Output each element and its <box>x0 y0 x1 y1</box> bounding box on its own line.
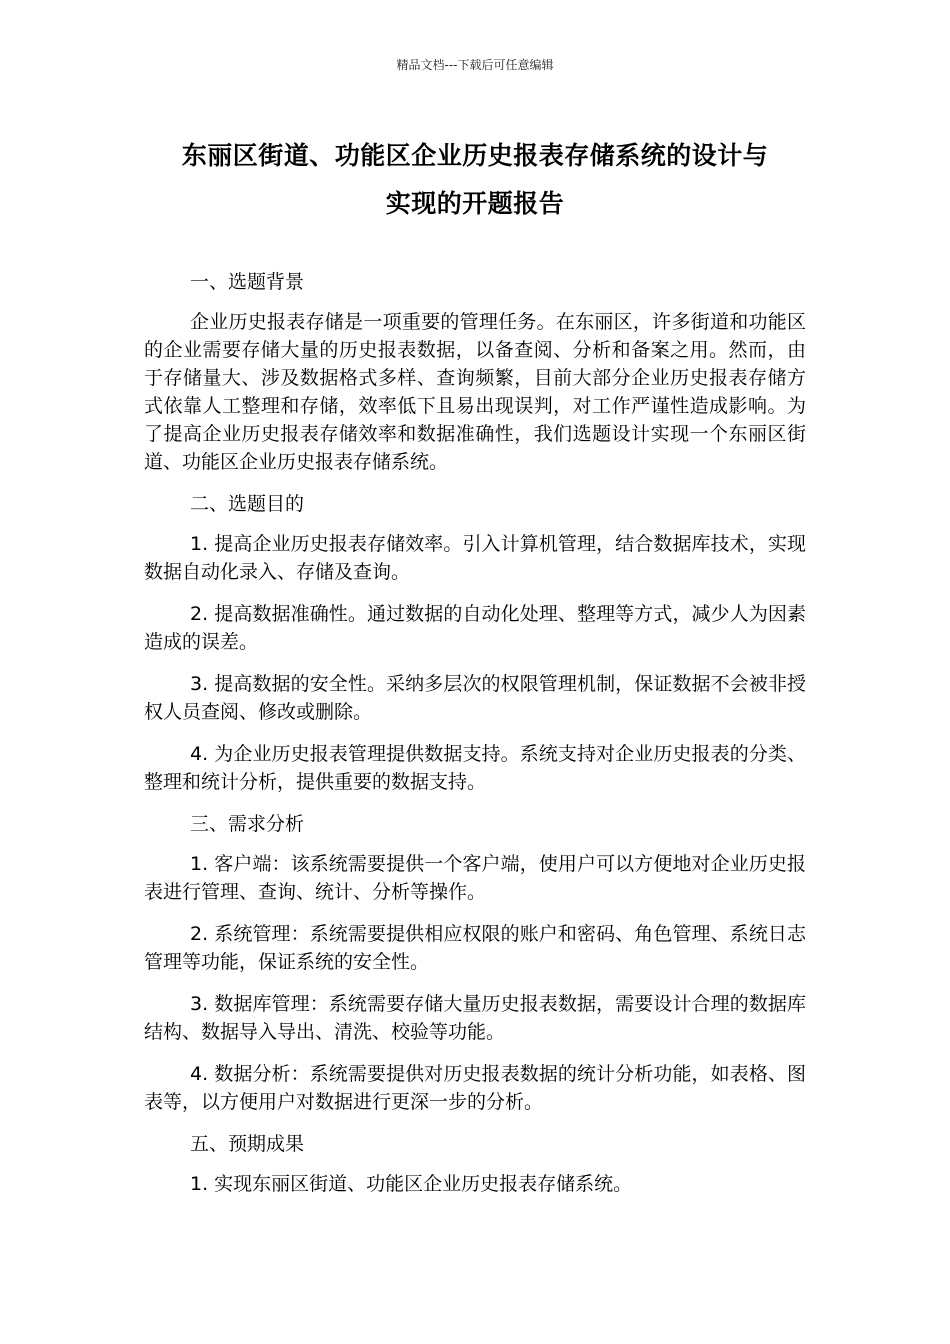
paragraph: 企业历史报表存储是一项重要的管理任务。在东丽区，许多街道和功能区的企业需要存储大量的历史报表数据，以备查阅、分析和备案之用。然而，由于存储量大、涉及数据格式多样、查询频繁，目前大部分企业历史报表存储方式依靠人工整理和存储，效率低下且易出现误判，对工作严谨性造成影响。为了提高企业历史报表存储效率和数据准确性，我们选题设计实现一个东丽区街道、功能区企业历史报表存储系统。 <box>144 311 806 473</box>
document-body <box>144 268 806 1212</box>
list-item: 1. 提高企业历史报表存储效率。引入计算机管理，结合数据库技术，实现数据自动化录入、存储及查询。 <box>144 533 806 583</box>
list-item: 3. 数据库管理：系统需要存储大量历史报表数据，需要设计合理的数据库结构、数据导入导出、清洗、校验等功能。 <box>144 993 806 1043</box>
list-item: 4. 数据分析：系统需要提供对历史报表数据的统计分析功能，如表格、图表等，以方便用户对数据进行更深一步的分析。 <box>144 1063 806 1113</box>
list-item: 2. 提高数据准确性。通过数据的自动化处理、整理等方式，减少人为因素造成的误差。 <box>144 603 806 653</box>
list-item: 4. 为企业历史报表管理提供数据支持。系统支持对企业历史报表的分类、整理和统计分析，提供重要的数据支持。 <box>144 743 806 793</box>
section-heading-purpose: 二、选题目的 <box>190 493 305 515</box>
section-heading-background: 一、选题背景 <box>190 271 305 293</box>
list-item: 1. 客户端：该系统需要提供一个客户端，使用户可以方便地对企业历史报表进行管理、查询、统计、分析等操作。 <box>144 853 806 903</box>
section-heading-expected-results: 五、预期成果 <box>190 1133 305 1155</box>
document-title <box>120 132 830 228</box>
list-item: 3. 提高数据的安全性。采纳多层次的权限管理机制，保证数据不会被非授权人员查阅、修改或删除。 <box>144 673 806 723</box>
section-heading-requirements: 三、需求分析 <box>190 813 305 835</box>
page-header: 精品文档---下载后可任意编辑 <box>396 58 554 72</box>
title-line-2: 实现的开题报告 <box>385 189 565 218</box>
list-item: 2. 系统管理：系统需要提供相应权限的账户和密码、角色管理、系统日志管理等功能，保证系统的安全性。 <box>144 923 806 973</box>
list-item: 1. 实现东丽区街道、功能区企业历史报表存储系统。 <box>190 1173 633 1195</box>
title-line-1: 东丽区街道、功能区企业历史报表存储系统的设计与 <box>181 141 769 170</box>
